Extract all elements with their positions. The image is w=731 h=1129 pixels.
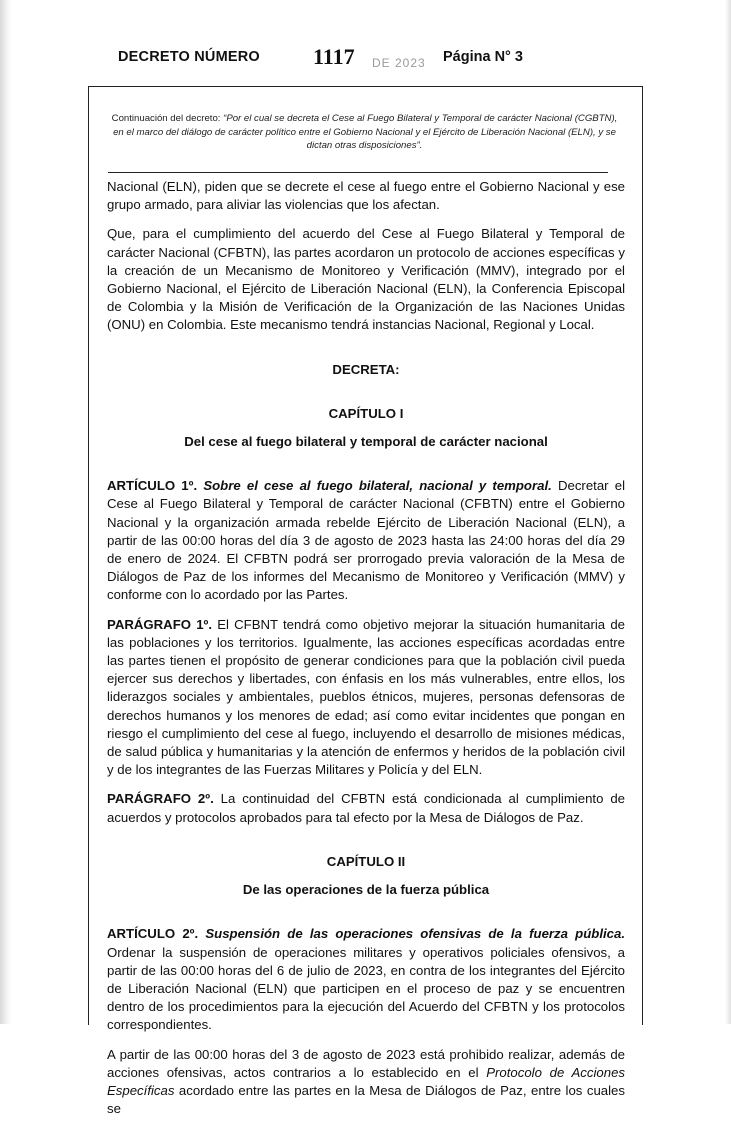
decreta-heading: DECRETA: xyxy=(332,361,400,377)
article-2 xyxy=(107,925,625,1034)
faded-date-stamp: DE 2023 xyxy=(372,56,426,70)
prohibitions-text-a: A partir de las 00:00 horas del 3 de agosto de 2023 está prohibido realizar, además de acciones ofensivas, actos contrarios a lo establecido en el xyxy=(107,1046,625,1080)
article-2-text: Ordenar la suspensión de operaciones militares y operativos policiales ofensivos, a partir de las 00:00 horas del 6 de julio de 2023, en contra de los integrantes del Ejército de Liberación Nacional (ELN) que participen en el proceso de paz y se encuentren dentro de los procedimientos para la ejecución del Acuerdo del CFBTN y los protocolos correspondientes. xyxy=(107,944,625,1033)
article-1-heading: Sobre el cese al fuego bilateral, nacional y temporal. xyxy=(203,478,552,494)
paragraph-protocol: Que, para el cumplimiento del acuerdo del Cese al Fuego Bilateral y Temporal de carácter Nacional (CFBTN), las partes acordaron un protocolo de acciones específicas y la creación de un Mecanismo de Monitoreo y Verificación (MMV), integrado por el Gobierno Nacional, el Ejército de Liberación Nacional (ELN), la Conferencia Episcopal de Colombia y la Misión de Verificación de la Organización de las Naciones Unidas (ONU) en Colombia. Este mecanismo tendrá instancias Nacional, Regional y Local. xyxy=(107,226,625,333)
page-number: Página N° 3 xyxy=(443,49,523,65)
continuation-title: “Por el cual se decreta el Cese al Fuego Bilateral y Temporal de carácter Nacional (CGBTN), en el marco del diálogo de carácter político entre el Gobierno Nacional y el Ejército de Liberación Nacional (ELN), y se dictan otras disposiciones”. xyxy=(113,113,618,152)
chapter-1-title: CAPÍTULO I xyxy=(328,405,404,421)
article-2-label: ARTÍCULO 2º. xyxy=(107,926,199,942)
paragraph-1-text: El CFBNT tendrá como objetivo mejorar la situación humanitaria de las poblaciones y los territorios. Igualmente, las acciones específicas acordadas entre las partes tienen el propósito de generar condiciones para que la población civil pueda ejercer sus derechos y libertades, con énfasis en los más vulnerables, entre ellos, los liderazgos sociales y ambientales, pueblos étnicos, mujeres, personas defensoras de derechos humanos y los menores de edad; así como evitar incidentes que pongan en riesgo el cumplimiento del cese al fuego, incluyendo el desarrollo de misiones médicas, de salud pública y humanitarias y la atención de enfermos y heridos de la población civil y de los integrantes de las Fuerzas Militares y Policía y del ELN. xyxy=(107,616,625,778)
article-1-label: ARTÍCULO 1º. xyxy=(107,478,198,494)
paragraph-2-text: La continuidad del CFBTN está condicionada al cumplimiento de acuerdos y protocolos aprobados para tal efecto por la Mesa de Diálogos de Paz. xyxy=(107,791,625,825)
continuation-note xyxy=(108,112,621,153)
chapter-1-subtitle: Del cese al fuego bilateral y temporal de carácter nacional xyxy=(184,434,548,450)
document-body xyxy=(107,178,625,1129)
chapter-2-subtitle: De las operaciones de la fuerza pública xyxy=(242,882,490,898)
decree-number: 1117 xyxy=(313,44,355,69)
scan-left-edge xyxy=(0,0,12,1024)
paragraph-1 xyxy=(107,616,625,780)
article-1-text: Decretar el Cese al Fuego Bilateral y Temporal de carácter Nacional (CFBTN) entre el Gobierno Nacional y la organización armada rebelde Ejército de Liberación Nacional (ELN), a partir de las 00:00 horas del día 3 de agosto de 2023 hasta las 24:00 horas del día 29 de enero de 2024. El CFBTN podrá ser prorrogado previa valoración de la Mesa de Diálogos de Paz de los informes del Mecanismo de Monitoreo y Verificación (MMV) y conforme con lo acordado por las Partes. xyxy=(107,478,625,603)
paragraph-2-label: PARÁGRAFO 2º. xyxy=(107,791,214,807)
scan-right-edge xyxy=(725,0,731,1024)
article-1 xyxy=(107,477,625,604)
continuation-label: Continuación del decreto: xyxy=(111,113,221,124)
article-2-heading: Suspensión de las operaciones ofensivas de la fuerza pública. xyxy=(205,926,626,942)
decree-number-label: DECRETO NÚMERO xyxy=(118,49,260,65)
chapter-2-title: CAPÍTULO II xyxy=(326,853,406,869)
paragraph-2 xyxy=(107,790,625,826)
prohibitions-protocol-ref: Protocolo de Acciones Específicas xyxy=(107,1064,625,1098)
prohibitions-text-b: acordado entre las partes en la Mesa de Diálogos de Paz, entre los cuales se xyxy=(107,1082,625,1117)
decree-header xyxy=(0,44,731,84)
separator-rule xyxy=(108,172,608,173)
paragraph-prohibitions xyxy=(107,1046,625,1119)
paragraph-eln-request: Nacional (ELN), piden que se decrete el cese al fuego entre el Gobierno Nacional y ese grupo armado, para aliviar las violencias que los afectan. xyxy=(107,179,625,213)
paragraph-1-label: PARÁGRAFO 1º. xyxy=(107,616,213,632)
